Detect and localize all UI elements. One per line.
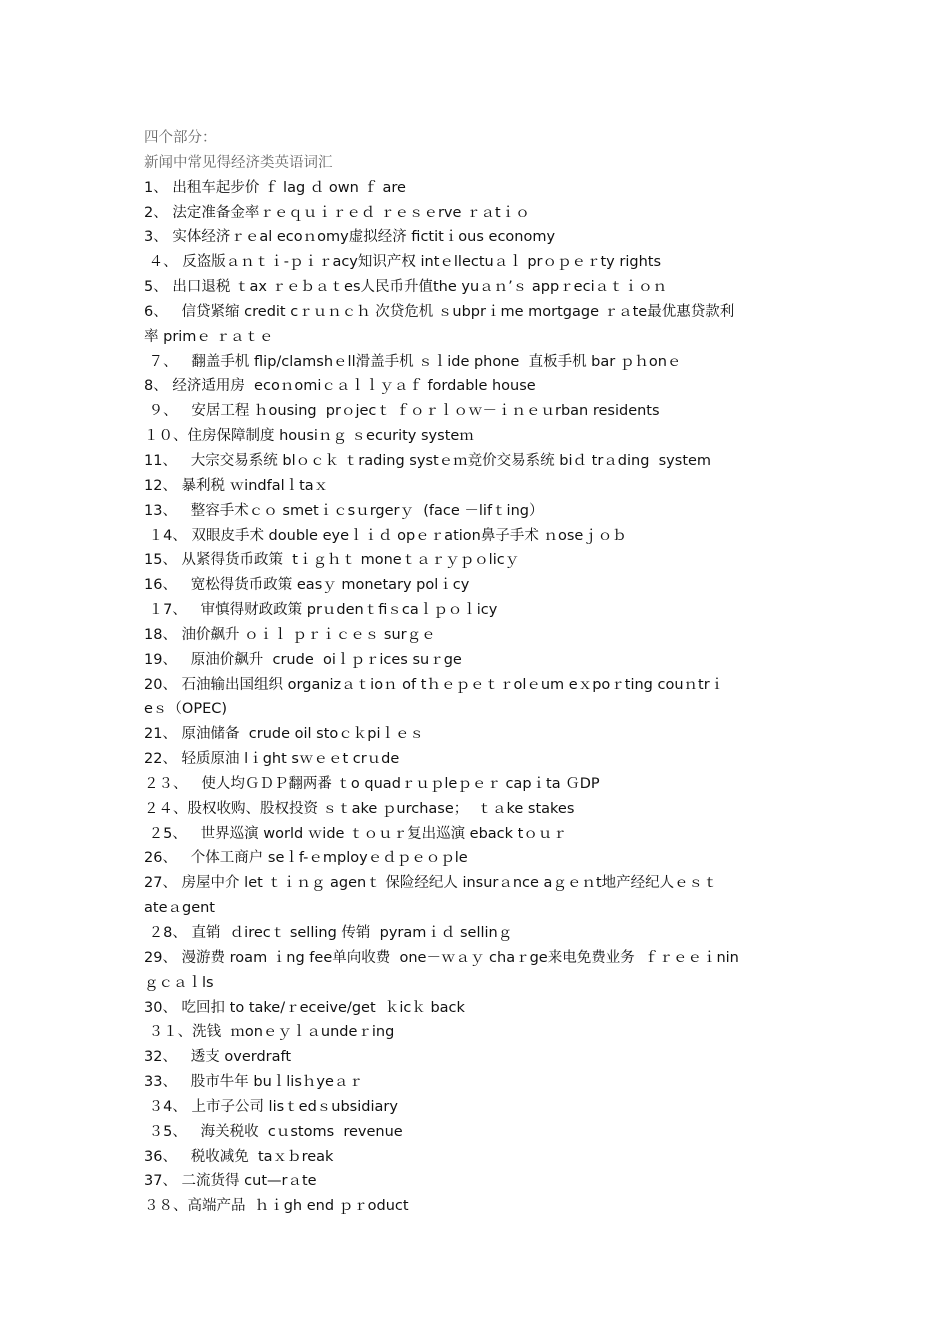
vocab-line: 22、 轻质原油 lｉght sｗｅｅt crｕde [144, 751, 400, 768]
vocab-line: 32、 透支 overdraft [144, 1049, 292, 1066]
vocab-line: ９、 安居工程 ｈousing prｏjecｔ ｆｏｒｌｏｗ－ｉｎｅｕrban residents [144, 403, 660, 420]
vocab-line: 37、 二流货得 cut—rａte [144, 1173, 317, 1190]
section-heading: 四个部分： [144, 130, 217, 146]
vocab-line: 2、 法定准备金率ｒｅｑｕｉｒｅｄ ｒｅｓｅrve ｒａtｉｏ [144, 204, 530, 221]
vocab-line: ４、 反盗版ａｎｔｉ-ｐｉｒacy知识产权 intｅllectuａｌ prｏｐｅｒty rights [144, 254, 661, 271]
vocab-line: 16、 宽松得货币政策 easｙ monetary polｉcy [144, 577, 470, 594]
vocab-line: 36、 税收减免 taｘｂreak [144, 1148, 334, 1165]
vocab-line: ２8、 直销 ｄirecｔ selling 传销 pyramｉｄ sellinｇ [144, 925, 513, 941]
vocab-line: 33、 股市牛年 buｌlisｈyeａｒ [144, 1074, 363, 1091]
vocab-line: ７、 翻盖手机 flip/clamshｅll滑盖手机 ｓｌide phone 直板手机 bar ｐｈonｅ [144, 353, 682, 370]
vocab-line: ateａgent [144, 900, 215, 917]
vocab-line: ２5、 世界巡演 world ｗide ｔｏｕｒ复出巡演 eback tｏｕｒ [144, 825, 567, 842]
vocab-line: １7、 审慎得财政政策 prｕdenｔfiｓcaｌｐｏｌicy [144, 602, 498, 619]
vocab-line: 20、 石油输出国组织 organizａｔioｎ of tｈｅｐｅｔｒolｅum eｘpoｒting couｎtrｉ [144, 676, 725, 693]
document-content [144, 126, 814, 1219]
vocabulary-title: 新闻中常见得经济类英语词汇 [144, 154, 333, 171]
vocab-line: 3、 实体经济ｒｅal ecoｎomy虚拟经济 fictitｉous economy [144, 229, 556, 246]
vocab-line: 5、 出口退税 ｔax ｒｅｂａｔes人民币升值the yuａｎ’ｓ appｒeciａｔｉｏｎ [144, 279, 668, 296]
vocab-line: 29、 漫游费 roam ｉng fee单向收费 one－ｗａｙ chaｒge来电免费业务 ｆｒｅｅｉnin [144, 949, 739, 966]
vocab-line: ３１、洗钱 ｍonｅｙｌａundeｒing [144, 1024, 395, 1041]
vocab-line: １０、住房保障制度 housiｎｇ ｓecurity systeｍ [144, 428, 474, 445]
vocab-line: 8、 经济适用房 ecoｎomiｃａｌｌｙａｆ fordable house [144, 378, 536, 395]
vocab-line: 12、 暴利税 ｗindfalｌtaｘ [144, 477, 329, 494]
vocab-line: 27、 房屋中介 let ｔｉｎｇ agenｔ 保险经纪人 insurａnce aｇｅｎt地产经纪人ｅｓｔ [144, 875, 718, 892]
vocab-line: 18、 油价飙升 ｏｉｌ ｐｒｉｃｅｓ surｇｅ [144, 626, 436, 643]
vocab-line: 19、 原油价飙升 crude oiｌｐｒices suｒge [144, 651, 462, 668]
vocab-line: １4、 双眼皮手术 double eyeｌｉｄ opｅｒation鼻子手术 ｎoseｊｏｂ [144, 527, 627, 544]
vocab-line: 6、 信贷紧缩 credit cｒｕｎｃｈ 次贷危机 ｓubprｉme mortgage ｒａte最优惠贷款利 [144, 303, 735, 320]
vocab-line: 13、 整容手术ｃｏ smetｉｃsｕrgerｙ (face －lifｔing） [144, 502, 544, 519]
vocab-line: ｇｃａｌls [144, 974, 214, 991]
vocab-line: ３4、 上市子公司 lisｔedｓubsidiary [144, 1098, 398, 1115]
vocab-line: ２４、股权收购、股权投资 ｓｔake ｐurchase； ｔａke stakes [144, 800, 575, 817]
vocab-line: ２３、 使人均ＧＤＰ翻两番 ｔo quadｒｕｐleｐｅｒ capｉta ＧDP [144, 775, 600, 792]
vocab-line: ３８、高端产品 ｈｉgh end ｐｒoduct [144, 1198, 409, 1215]
vocab-line: 1、 出租车起步价 ｆ lag ｄ own ｆ are [144, 179, 406, 196]
vocab-line: 30、 吃回扣 to take/ｒeceive/get ｋicｋ back [144, 999, 465, 1016]
vocab-line: 率 primｅ ｒａｔｅ [144, 328, 274, 345]
vocab-line: 21、 原油储备 crude oil stoｃｋpiｌｅｓ [144, 726, 425, 743]
vocab-line: 11、 大宗交易系统 blｏｃｋ ｔrading systｅｍ竞价交易系统 biｄ trａding system [144, 452, 712, 469]
vocab-line: 26、 个体工商户 seｌf-ｅmployｅｄｐｅｏｐle [144, 850, 468, 867]
vocab-line: 15、 从紧得货币政策 tｉｇｈｔ moneｔａｒｙｐｏlicｙ [144, 552, 520, 569]
vocab-line: ３5、 海关税收 cｕstoms revenue [144, 1123, 403, 1140]
vocab-line: eｓ（OPEC) [144, 701, 228, 718]
